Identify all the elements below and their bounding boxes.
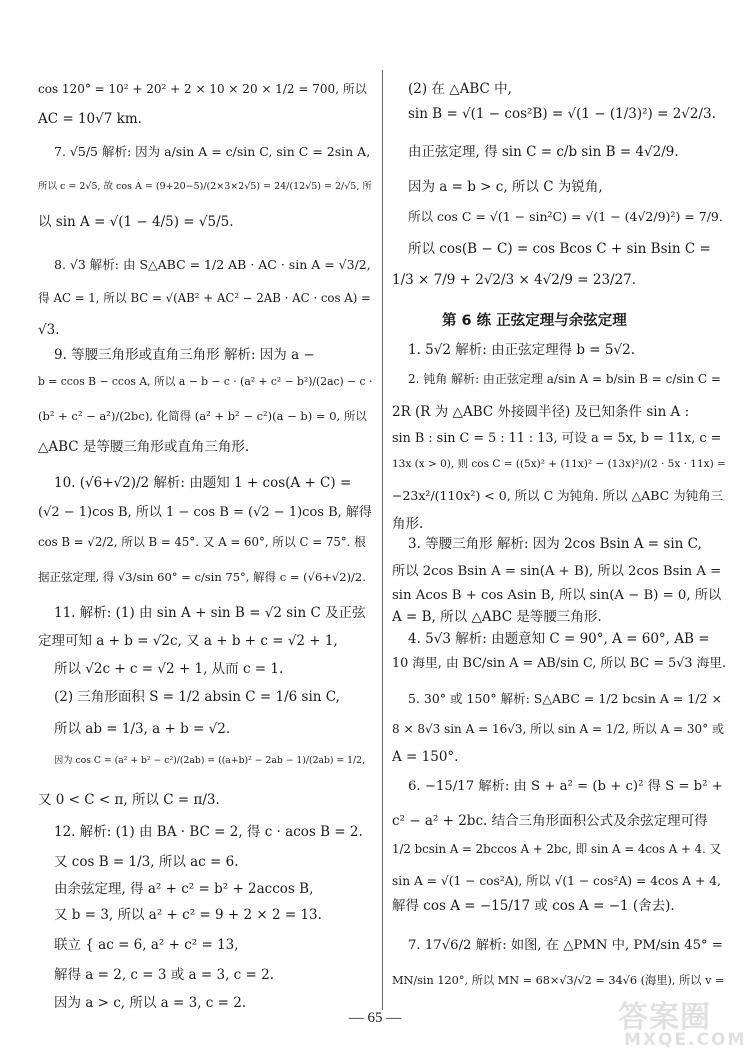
text-line: AC = 10√7 km. — [38, 111, 142, 127]
text-line: 联立 { ac = 6, a² + c² = 13, — [54, 937, 239, 953]
column-divider — [382, 70, 383, 1010]
text-line: 1/2 bcsin A = 2bccos A + 2bc, 即 sin A = 4cos A + 4. 又 — [392, 842, 722, 856]
text-line: 3. 等腰三角形 解析: 因为 2cos Bsin A = sin C, — [408, 536, 702, 552]
text-line: 1. 5√2 解析: 由正弦定理得 b = 5√2. — [408, 342, 635, 358]
text-line: 由余弦定理, 得 a² + c² = b² + 2accos B, — [54, 881, 314, 897]
text-line: (√2 − 1)cos B, 所以 1 − cos B = (√2 − 1)cos B, 解得 — [38, 505, 372, 520]
text-line: 定理可知 a + b = √2c, 又 a + b + c = √2 + 1, — [38, 633, 338, 649]
text-line: 以 sin A = √(1 − 4/5) = √5/5. — [38, 214, 234, 230]
text-line: 因为 cos C = (a² + b² − c²)/(2ab) = ((a+b)² − 2ab − 1)/(2ab) = 1/2, — [54, 755, 366, 766]
text-line: 12. 解析: (1) 由 BA · BC = 2, 得 c · acos B = 2. — [54, 824, 363, 840]
text-line: 所以 ab = 1/3, a + b = √2. — [54, 721, 231, 737]
text-line: △ABC 是等腰三角形或直角三角形. — [38, 439, 250, 455]
text-line: 1/3 × 7/9 + 2√2/3 × 4√2/9 = 23/27. — [392, 272, 637, 288]
text-line: sin B = √(1 − cos²B) = √(1 − (1/3)²) = 2√2/3. — [408, 106, 716, 122]
text-line: 10. (√6+√2)/2 解析: 由题知 1 + cos(A + C) = — [54, 475, 352, 491]
text-line: 13x (x > 0), 则 cos C = ((5x)² + (11x)² − (13x)²)/(2 · 5x · 11x) = — [392, 458, 726, 470]
watermark-text-top: 答案圈 — [618, 1000, 711, 1035]
text-line: c² − a² + 2bc. 结合三角形面积公式及余弦定理可得 — [392, 813, 708, 829]
text-line: 6. −15/17 解析: 由 S + a² = (b + c)² 得 S = b² + — [408, 779, 723, 794]
text-line: cos 120° = 10² + 20² + 2 × 10 × 20 × 1/2 = 700, 所以 — [38, 82, 367, 96]
text-line: 所以 cos C = √(1 − sin²C) = √(1 − (4√2/9)²) = 7/9. — [408, 209, 723, 224]
text-line: MN/sin 120°, 所以 MN = 68×√3/√2 = 34√6 (海里), 所以 v = — [392, 974, 725, 987]
text-line: A = 150°. — [392, 749, 459, 765]
page-number: — 65 — — [348, 1010, 402, 1026]
text-line: 7. √5/5 解析: 因为 a/sin A = c/sin C, sin C = 2sin A, — [54, 144, 371, 159]
watermark-logo — [608, 990, 747, 1054]
text-line: 所以 c = 2√5, 故 cos A = (9+20−5)/(2×3×2√5) = 24/(12√5) = 2/√5, 所 — [38, 181, 372, 192]
text-line: 11. 解析: (1) 由 sin A + sin B = √2 sin C 及正弦 — [54, 605, 366, 621]
text-line: 2. 钝角 解析: 由正弦定理 a/sin A = b/sin B = c/sin C = — [408, 372, 721, 386]
text-line: 又 cos B = 1/3, 所以 ac = 6. — [54, 854, 239, 870]
text-line: 解得 a = 2, c = 3 或 a = 3, c = 2. — [54, 967, 274, 983]
text-line: sin Acos B + cos Asin B, 所以 sin(A − B) = 0, 所以 — [392, 588, 722, 603]
text-line: 又 0 < C < π, 所以 C = π/3. — [38, 792, 220, 808]
text-line: A = B, 所以 △ABC 是等腰三角形. — [392, 609, 602, 625]
text-line: 4. 5√3 解析: 由题意知 C = 90°, A = 60°, AB = — [408, 631, 710, 647]
text-line: 据正弦定理, 得 √3/sin 60° = c/sin 75°, 解得 c = (√6+√2)/2. — [38, 570, 366, 584]
text-line: 所以 cos(B − C) = cos Bcos C + sin Bsin C = — [408, 241, 711, 257]
text-line: (2) 三角形面积 S = 1/2 absin C = 1/6 sin C, — [54, 689, 340, 705]
text-line: 解得 cos A = −15/17 或 cos A = −1 (舍去). — [392, 898, 675, 914]
text-line: 得 AC = 1, 所以 BC = √(AB² + AC² − 2AB · AC · cos A) = — [38, 291, 371, 305]
text-line: 因为 a > c, 所以 a = 3, c = 2. — [54, 995, 247, 1011]
text-line: sin B : sin C = 5 : 11 : 13, 可设 a = 5x, b = 11x, c = — [392, 431, 722, 446]
text-line: 7. 17√6/2 解析: 如图, 在 △PMN 中, PM/sin 45° = — [408, 938, 723, 953]
text-line: (b² + c² − a²)/(2bc), 化简得 (a² + b² − c²)(a − b) = 0, 所以 — [38, 409, 367, 423]
text-line: 2R (R 为 △ABC 外接圆半径) 及已知条件 sin A : — [392, 404, 690, 420]
text-line: 所以 2cos Bsin A = sin(A + B), 所以 2cos Bsin A = — [392, 564, 722, 579]
text-line: 10 海里, 由 BC/sin A = AB/sin C, 所以 BC = 5√3 海里. — [392, 656, 727, 671]
text-line: 角形. — [392, 516, 424, 532]
text-line: 所以 √2c + c = √2 + 1, 从而 c = 1. — [54, 661, 284, 677]
text-line: 5. 30° 或 150° 解析: S△ABC = 1/2 bcsin A = 1/2 × — [408, 691, 722, 706]
text-line: (2) 在 △ABC 中, — [408, 81, 512, 97]
text-line: 8 × 8√3 sin A = 16√3, 所以 sin A = 1/2, 所以 A = 30° 或 — [392, 722, 725, 736]
text-line: sin A = √(1 − cos²A), 所以 √(1 − cos²A) = 4cos A + 4, — [392, 874, 721, 888]
text-line: cos B = √2/2, 所以 B = 45°. 又 A = 60°, 所以 C = 75°. 根 — [38, 535, 366, 549]
text-line: −23x²/(110x²) < 0, 所以 C 为钝角. 所以 △ABC 为钝角三 — [392, 488, 724, 503]
text-line: 又 b = 3, 所以 a² + c² = 9 + 2 × 2 = 13. — [54, 907, 322, 923]
text-line: 9. 等腰三角形或直角三角形 解析: 因为 a − — [54, 347, 315, 363]
text-line: √3. — [38, 322, 60, 338]
text-line: 由正弦定理, 得 sin C = c/b sin B = 4√2/9. — [408, 144, 679, 160]
text-line: b = ccos B − ccos A, 所以 a − b − c · (a² + c² − b²)/(2ac) − c · — [38, 375, 373, 388]
watermark-text-bottom: MXQE.COM — [624, 1030, 747, 1050]
text-line: 8. √3 解析: 由 S△ABC = 1/2 AB · AC · sin A = √3/2, — [54, 257, 371, 272]
section-heading: 第 6 练 正弦定理与余弦定理 — [442, 313, 627, 329]
text-line: 因为 a = b > c, 所以 C 为锐角, — [408, 179, 603, 195]
